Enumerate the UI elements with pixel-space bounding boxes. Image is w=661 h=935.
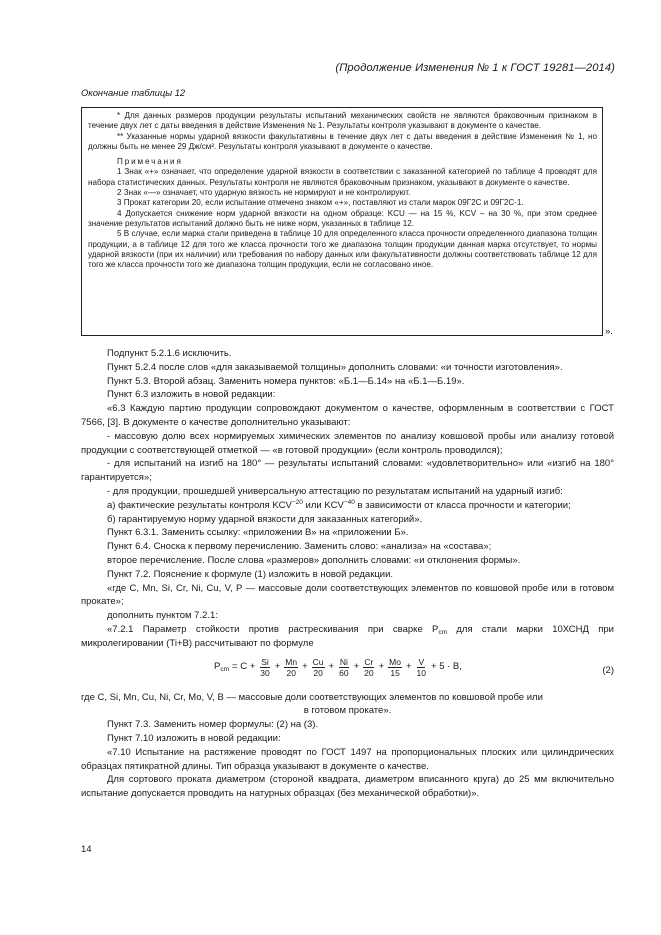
- numerator: Cu: [312, 656, 324, 667]
- table-note-4: 4 Допускается снижение норм ударной вязкости на одном образце: KCU — на 15 %, KCV – на 30 %, при этом среднее значение результатов испытаний должно быть не ниже норм, указанных в таблице 12.: [88, 208, 597, 228]
- plus-sign: +: [328, 661, 335, 673]
- superscript: −20: [291, 498, 303, 506]
- table-footnote-2: ** Указанные нормы ударной вязкости факультативны в течение двух лет с даты введения в действие Изменения № 1, но должны быть не менее 29 Дж/см². Результаты контроля указывают в документе о качестве.: [88, 131, 597, 151]
- paragraph: Пункт 7.2. Пояснение к формуле (1) изложить в новой редакции.: [107, 568, 394, 580]
- fraction-mn: [284, 657, 298, 678]
- numerator: Mn: [285, 656, 298, 667]
- denominator: 10: [416, 667, 427, 678]
- numerator: V: [418, 656, 425, 667]
- fraction-cr: [363, 657, 374, 678]
- text-run: в зависимости от класса прочности и категории;: [354, 499, 571, 511]
- paragraph-kcv: [81, 499, 614, 513]
- paragraph: «где C, Mn, Si, Cr, Ni, Cu, V, P — массовые доли соответствующих элементов по ковшовой пробе или в готовом прокате»;: [81, 582, 614, 608]
- text-run: «7.2.1 Параметр стойкости против растрескивания при сварке P: [107, 623, 439, 635]
- notes-heading: Примечания: [117, 157, 183, 167]
- paragraph: Пункт 6.3.1. Заменить ссылку: «приложении В» на «приложении Б».: [107, 527, 409, 539]
- formula-lhs-subscript: cm: [220, 666, 230, 674]
- formula-number: (2): [602, 664, 614, 676]
- plus-sign: +: [378, 661, 385, 673]
- paragraph: - массовую долю всех нормируемых химических элементов по анализу ковшовой пробы или анализу готовой продукции с соответствующей отметкой — «в готовой продукции» (если контроль проводился);: [81, 430, 614, 456]
- paragraph: «6.3 Каждую партию продукции сопровождают документом о качестве, оформленным в соответствии с ГОСТ 7566, [3]. В документе о качестве дополнительно указывают:: [81, 403, 614, 428]
- table-note-3: 3 Прокат категории 20, если испытание отмечено знаком «+», поставляют из стали марок 09Г2С и 09Г2С-1.: [117, 198, 524, 208]
- fraction-v: [416, 657, 427, 678]
- numerator: Cr: [364, 656, 374, 667]
- plus-sign: +: [353, 661, 360, 673]
- fraction-si: [259, 657, 270, 678]
- numerator: Mo: [389, 656, 401, 667]
- denominator: 15: [390, 667, 400, 678]
- paragraph: Пункт 7.3. Заменить номер формулы: (2) на (3).: [107, 719, 319, 731]
- plus-sign: +: [405, 661, 412, 673]
- paragraph: второе перечисление. После слова «размеров» дополнить словами: «и отклонения формы».: [107, 554, 521, 566]
- text-run: или KCV: [302, 499, 344, 511]
- numerator: Ni: [339, 656, 348, 667]
- paragraph: Пункт 7.10 изложить в новой редакции:: [107, 732, 281, 744]
- paragraph: Пункт 5.2.4 после слов «для заказываемой толщины» дополнить словами: «и точности изготовления».: [107, 361, 563, 373]
- numerator: Si: [261, 656, 269, 667]
- denominator: 60: [339, 667, 349, 678]
- paragraph: Пункт 5.3. Второй абзац. Заменить номера пунктов: «Б.1—Б.14» на «Б.1—Б.19».: [107, 375, 465, 387]
- formula-equals: = C +: [232, 661, 256, 673]
- table-note-5: 5 В случае, если марка стали приведена в таблице 10 для определенного класса прочности определенного диапазона толщин продукции, а в таблице 12 для того же класса прочности того же диапазона толщин продукции данная марка отсутствует, то нормы ударной вязкости (при их наличии) или требования по набору данных или факультативности должны соответствовать таблице 12 для того же класса прочности того же диапазона толщин продукции, если не согласовано иное.: [88, 229, 597, 270]
- denominator: 20: [364, 667, 374, 678]
- subscript: cm: [438, 628, 448, 636]
- paragraph: Для сортового проката диаметром (стороной квадрата, диаметром вписанного круга) до 25 мм включительно испытание допускается проводить на натурных образцах (без механической обработки)».: [81, 774, 614, 800]
- plus-sign: +: [302, 661, 308, 673]
- superscript: −40: [343, 498, 355, 506]
- denominator: 20: [286, 667, 296, 678]
- running-header: (Продолжение Изменения № 1 к ГОСТ 19281—2014): [335, 62, 615, 74]
- table-note-1: 1 Знак «+» означает, что определение ударной вязкости в соответствии с заказанной категорией по таблице 4 проводят для набора статистических данных. Результаты контроля не являются браковочным признаком, указывают в документе о качестве.: [88, 167, 597, 187]
- page-number: 14: [81, 844, 92, 855]
- paragraph: Пункт 6.4. Сноска к первому перечислению. Заменить слово: «анализа» на «состава»;: [107, 541, 492, 553]
- paragraph: - для испытаний на изгиб на 180° — результаты испытаний словами: «удовлетворительно» или «изгиб на 180° гарантируется»;: [81, 458, 614, 484]
- table-footnote-1: * Для данных размеров продукции результаты испытаний механических свойств не являются браковочным признаком в течение двух лет с даты введения в действие Изменения № 1. Результаты контроля указывают в документе о качестве.: [88, 111, 597, 131]
- table-caption: Окончание таблицы 12: [81, 87, 186, 98]
- paragraph: - для продукции, прошедшей универсальную аттестацию по результатам испытаний на ударный изгиб:: [107, 485, 563, 497]
- formula-tail: + 5 · B,: [431, 661, 462, 673]
- paragraph: «7.10 Испытание на растяжение проводят по ГОСТ 1497 на пропорциональных плоских или цилиндрических образцах пятикратной длины. Тип образца указывают в документе о качестве.: [81, 746, 614, 772]
- formula-lhs: [214, 660, 229, 674]
- paragraph: б) гарантируемую норму ударной вязкости для заказанных категорий».: [107, 513, 423, 525]
- denominator: 20: [313, 667, 323, 678]
- paragraph-pcm: [81, 623, 614, 651]
- table-notes-box: [81, 107, 603, 336]
- formula-expression: [214, 657, 462, 678]
- main-text: [81, 347, 614, 801]
- paragraph: Пункт 6.3 изложить в новой редакции:: [107, 389, 276, 401]
- text-run: а) фактические результаты контроля KCV: [107, 499, 292, 511]
- table-closing-quote: ».: [605, 326, 613, 337]
- plus-sign: +: [274, 661, 281, 673]
- text-run: для стали марки 10ХСНД при микролегировании (Ti+B) рассчитывают по формуле: [81, 623, 614, 649]
- paragraph: дополнить пунктом 7.2.1:: [107, 610, 218, 622]
- paragraph-where-cont: в готовом прокате».: [303, 705, 392, 717]
- formula-lhs-symbol: P: [214, 661, 221, 673]
- paragraph: Подпункт 5.2.1.6 исключить.: [107, 348, 232, 359]
- denominator: 30: [260, 667, 270, 678]
- paragraph-where: где C, Si, Mn, Cu, Ni, Cr, Mo, V, B — массовые доли соответствующих элементов по ковшовой пробе или: [81, 691, 543, 703]
- fraction-mo: [388, 657, 402, 678]
- fraction-cu: [312, 657, 325, 678]
- table-note-2: 2 Знак «—» означает, что ударную вязкость не нормируют и не контролируют.: [117, 188, 411, 198]
- fraction-ni: [338, 657, 349, 678]
- formula-2: [81, 653, 614, 691]
